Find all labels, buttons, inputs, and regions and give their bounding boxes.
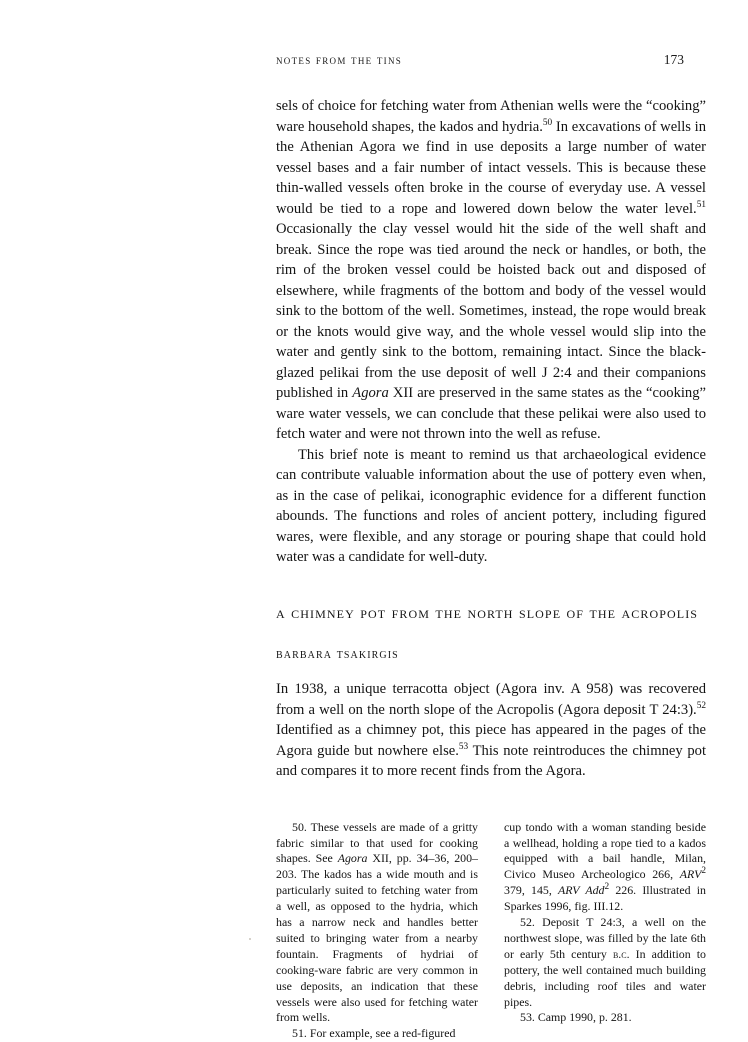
fn51c-part-b: 379, 145,: [504, 883, 558, 898]
fn51c-italic-arv-add: ARV Add: [558, 883, 605, 898]
p3-part-c: This note reintroduces the chimney pot and compares it to more recent finds from the Agora.: [276, 742, 706, 780]
paragraph-3: [276, 679, 706, 782]
p1-part-a: sels of choice for fetching water from Athenian wells were the “cooking” ware household shapes, the kados and hydria.: [276, 98, 706, 135]
fn51c-sup-2: 2: [604, 882, 610, 893]
running-head-title: notes from the tins: [276, 53, 403, 67]
footnotes-left-column: [276, 820, 478, 1042]
author-byline: barbara tsakirgis: [276, 646, 399, 663]
paragraph-2: This brief note is meant to remind us that archaeological evidence can contribute valuable information about the use of pottery even when, as in the case of pelikai, iconographic evidence for a different function abounds. The functions and roles of ancient pottery, including figured wares, were flexible, and any storage or pouring shape that could hold water was a candidate for well-duty.: [276, 446, 706, 565]
footnote-ref-51[interactable]: 51: [696, 199, 706, 210]
footnote-50: [276, 820, 478, 1027]
fn52-part-b: In addition to pottery, the well contained much building debris, including roof tiles and water pipes.: [504, 946, 706, 1009]
footnotes-right-column: [504, 820, 706, 1042]
footnote-ref-52[interactable]: 52: [696, 700, 706, 711]
fn50-part-a: 50. These vessels are made of a gritty fabric similar to that used for cooking shapes. See: [276, 819, 478, 866]
fn51c-part-a: cup tondo with a woman standing beside a wellhead, holding a rope tied to a kados equipped with a bail handle, Milan, Civico Museo Archeologico 266,: [504, 819, 706, 882]
fn51c-part-c: 226. Illustrated in Sparkes 1996, fig. III.12.: [504, 883, 706, 914]
fn50-italic-agora: Agora: [337, 851, 368, 866]
paragraph-1: [276, 96, 706, 445]
footnote-53: 53. Camp 1990, p. 281.: [520, 1010, 632, 1025]
running-head: [62, 52, 686, 68]
footnote-52: [504, 915, 706, 1010]
footnote-ref-50[interactable]: 50: [542, 117, 553, 128]
fn52-smallcaps-bc: b.c.: [612, 946, 630, 961]
fn51c-sup-1: 2: [701, 866, 706, 877]
section-heading: a chimney pot from the north slope of the acropolis: [276, 602, 699, 622]
footnote-ref-53[interactable]: 53: [458, 741, 469, 752]
footnote-51: 51. For example, see a red-figured: [292, 1026, 456, 1041]
p1-part-b: In excavations of wells in the Athenian Agora we find in use deposits a large number of water vessel bases and a fair number of intact vessels. This is because these thin-walled vessels often broke in the course of everyday use. A vessel would be tied to a rope and lowered down below the water level.: [276, 118, 706, 217]
page-number: 173: [663, 52, 684, 67]
main-text-column: [276, 96, 706, 782]
p1-italic-agora: Agora: [352, 385, 389, 401]
footnote-51-continued: [504, 820, 706, 915]
p3-part-a: In 1938, a unique terracotta object (Agora inv. A 958) was recovered from a well on the north slope of the Acropolis (Agora deposit T 24:3).: [276, 681, 706, 718]
footnotes-block: [276, 820, 706, 1042]
fn50-part-b: XII, pp. 34–36, 200–203. The kados has a wide mouth and is particularly suited to fetching water from a well, as opposed to the hydria, which has a narrow neck and handles better suited to bringing water from a nearby fountain. Fragments of hydriai of cooking-ware fabric are very common in use deposits, an indication that these vessels were also used for fetching water from wells.: [276, 851, 478, 1025]
fn51c-italic-arv: ARV: [679, 867, 702, 882]
p1-part-d: XII are preserved in the same states as the “cooking” ware water vessels, we can conclude that these pelikai were also used to fetch water and were not thrown into the well as refuse.: [276, 385, 706, 442]
p1-part-c: Occasionally the clay vessel would hit the side of the well shaft and break. Since the rope was tied around the neck or handles, or both, the rim of the broken vessel could be hoisted back out and disposed of elsewhere, while fragments of the bottom and body of the vessel would sink to the bottom of the well. Sometimes, instead, the rope would break or the knots would give way, and the whole vessel would slip into the water and gently sink to the bottom, remaining intact. Since the black-glazed pelikai from the use deposit of well J 2:4 and their companions published in: [276, 221, 706, 401]
fn52-part-a: 52. Deposit T 24:3, a well on the northwest slope, was filled by the late 6th or early 5th century: [504, 915, 706, 961]
page-speck: [249, 938, 251, 940]
p3-part-b: Identified as a chimney pot, this piece has appeared in the pages of the Agora guide but nowhere else.: [276, 722, 706, 759]
